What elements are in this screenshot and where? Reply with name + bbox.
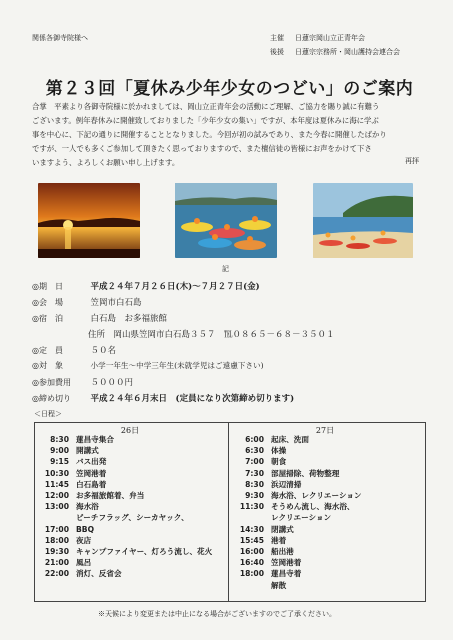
schedule-time: 11:30 [239,502,264,512]
schedule-time: 7:00 [245,457,264,467]
schedule-activity: 港着 [271,535,287,545]
schedule-activity: キャンプファイヤー、灯ろう流し、花火 [76,547,213,556]
schedule-time: 9:00 [50,446,69,456]
schedule-row [230,581,286,591]
schedule-time: 9:15 [50,457,69,467]
schedule-activity: BBQ [76,524,95,534]
schedule-time: 15:45 [239,535,264,545]
greeting-line: 事を中心に、下記の通りに開催することとなりました。今回が初の試みであり、また今春に開催したばかり [32,130,387,139]
schedule-activity: 海水浴、レクリエーション [271,491,362,500]
schedule-activity: バス出発 [76,457,107,467]
schedule-row [35,469,106,479]
supporter-label: 後援 [270,48,284,56]
schedule-activity: 白石島着 [76,479,107,489]
schedule-row [230,569,301,579]
kayak-photo [175,183,277,258]
schedule-activity: そうめん流し、海水浴、 [271,502,355,512]
supporter: 日蓮宗宗務所・岡山護持会連合会 [295,48,400,56]
target-value: 小学一年生〜中学三年生(未就学児はご遠慮下さい) [90,361,264,370]
schedule-activity: 笠岡港着 [271,558,302,568]
schedule-activity: 海水浴 [76,502,99,512]
greeting-paragraph [32,100,430,170]
schedule-row [230,457,286,467]
schedule-row [35,525,94,535]
footnote: ※天候により変更または中止になる場合がございますのでご了承ください。 [98,610,336,618]
lodging-value: 白石島 お多福旅館 [90,314,168,324]
schedule-time: 18:00 [44,535,69,545]
greeting-line: ございます。例年春休みに開催致しておりました「少年少女の集い」ですが、本年度は夏休みに海に学ぶ [32,116,379,125]
schedule-row [35,547,212,557]
organizer-label: 主催 [270,34,284,42]
schedule-row [35,502,99,512]
schedule-activity: 体操 [271,446,287,456]
schedule-row [35,435,114,445]
schedule-time: 17:00 [44,524,69,534]
schedule-time: 8:30 [245,479,264,489]
schedule-row [35,558,91,568]
schedule-activity: 消灯、反省会 [76,569,122,579]
ki-mark: 記 [222,265,229,273]
schedule-activity: 船出港 [271,547,294,556]
fee-value: ５０００円 [90,378,134,388]
venue-value: 笠岡市白石島 [90,298,142,308]
day1-heading: 26日 [120,426,140,435]
schedule-activity: 閉講式 [271,524,294,534]
schedule-row [35,457,106,467]
schedule-row [35,480,106,490]
schedule-row [35,491,144,501]
greeting-line: いますよう、よろしくお願い申し上げます。 [32,158,180,167]
schedule-activity: 笠岡港着 [76,468,107,478]
schedule-row [230,536,286,546]
schedule-activity: 解散 [271,580,287,590]
schedule-activity: ビーチフラッグ、シーカヤック、 [76,513,189,523]
capacity-row [32,344,116,356]
schedule-row [230,491,362,501]
schedule-time: 6:00 [245,435,264,444]
schedule-time: 14:30 [239,524,264,534]
schedule-activity: 夜店 [76,535,92,545]
schedule-activity: 朝食 [271,457,287,467]
schedule-time: 7:30 [245,468,264,478]
date-row [32,280,260,292]
schedule-time: 11:45 [44,479,69,489]
capacity-value: ５０名 [90,346,117,356]
deadline-row [32,392,294,404]
schedule-activity: お多福旅館着、弁当 [76,491,145,500]
address-row [88,328,335,340]
target-row [32,360,264,371]
schedule-row [230,469,339,479]
schedule-activity: 蓮昌寺着 [271,569,302,579]
greeting-line: ですが、一人でも多くご参加して頂きたく思っておりますので、また檀信徒の皆様にお声をかけて下さ [32,144,372,153]
target-label: ◎対 象 [32,361,63,370]
schedule-time: 13:00 [44,502,69,512]
addressee: 関係各御寺院様へ [32,34,88,42]
venue-label: ◎会 場 [32,298,63,307]
capacity-label: ◎定 員 [32,346,63,355]
schedule-row [230,547,294,557]
schedule-time: 6:30 [245,446,264,456]
schedule-activity: 蓮昌寺集合 [76,435,114,444]
schedule-row [230,558,301,568]
day2-heading: 27日 [315,426,335,435]
schedule-time: 19:30 [44,547,69,556]
schedule-activity: 起床、洗面 [271,435,309,444]
schedule-time: 8:30 [50,435,69,444]
fee-row [32,376,133,388]
schedule-table [34,422,426,602]
sunset-photo [38,183,140,258]
schedule-label: ＜日程＞ [34,410,62,418]
schedule-time: 10:30 [44,468,69,478]
schedule-row [230,446,286,456]
deadline-value: 平成２４年６月末日 (定員になり次第締め切ります) [90,394,295,404]
schedule-row [230,513,331,523]
schedule-time: 12:00 [44,491,69,500]
schedule-divider [228,423,229,601]
fee-label: ◎参加費用 [32,378,71,387]
schedule-row [230,525,294,535]
schedule-activity: 風呂 [76,558,92,568]
schedule-row [35,536,91,546]
schedule-time: 18:00 [239,569,264,579]
date-value: 平成２４年７月２６日(木)〜７月２７日(金) [90,282,260,292]
venue-row [32,296,142,308]
schedule-activity: 部屋掃除、荷物整理 [271,468,340,478]
schedule-time: 21:00 [44,558,69,568]
schedule-row [230,502,355,512]
lodging-row [32,312,167,324]
schedule-time: 16:40 [239,558,264,568]
closing-word: 再拝 [405,157,419,165]
schedule-row [35,569,122,579]
schedule-row [35,513,189,523]
page-title: 第２３回「夏休み少年少女のつどい」のご案内 [45,79,414,99]
lodging-label: ◎宿 泊 [32,314,63,323]
date-label: ◎期 日 [32,282,63,291]
schedule-activity: 開講式 [76,446,99,456]
schedule-time: 16:00 [239,547,264,556]
schedule-time: 9:30 [245,491,264,500]
schedule-activity: 浜辺清掃 [271,479,302,489]
schedule-row [230,480,301,490]
beach-photo [313,183,413,258]
schedule-time: 22:00 [44,569,69,579]
organizer: 日蓮宗岡山立正青年会 [295,34,365,42]
schedule-activity: レクリエーション [271,513,332,523]
schedule-row [35,446,99,456]
deadline-label: ◎締め切り [32,394,71,403]
lodging-address: 住所 岡山県笠岡市白石島３５７ ℡０８６５－６８－３５０１ [88,330,335,340]
greeting-line: 合掌 平素より各御寺院様に於かれましては、岡山立正青年会の活動にご理解、ご協力を賜り誠に有難う [32,102,380,111]
schedule-row [230,435,309,445]
